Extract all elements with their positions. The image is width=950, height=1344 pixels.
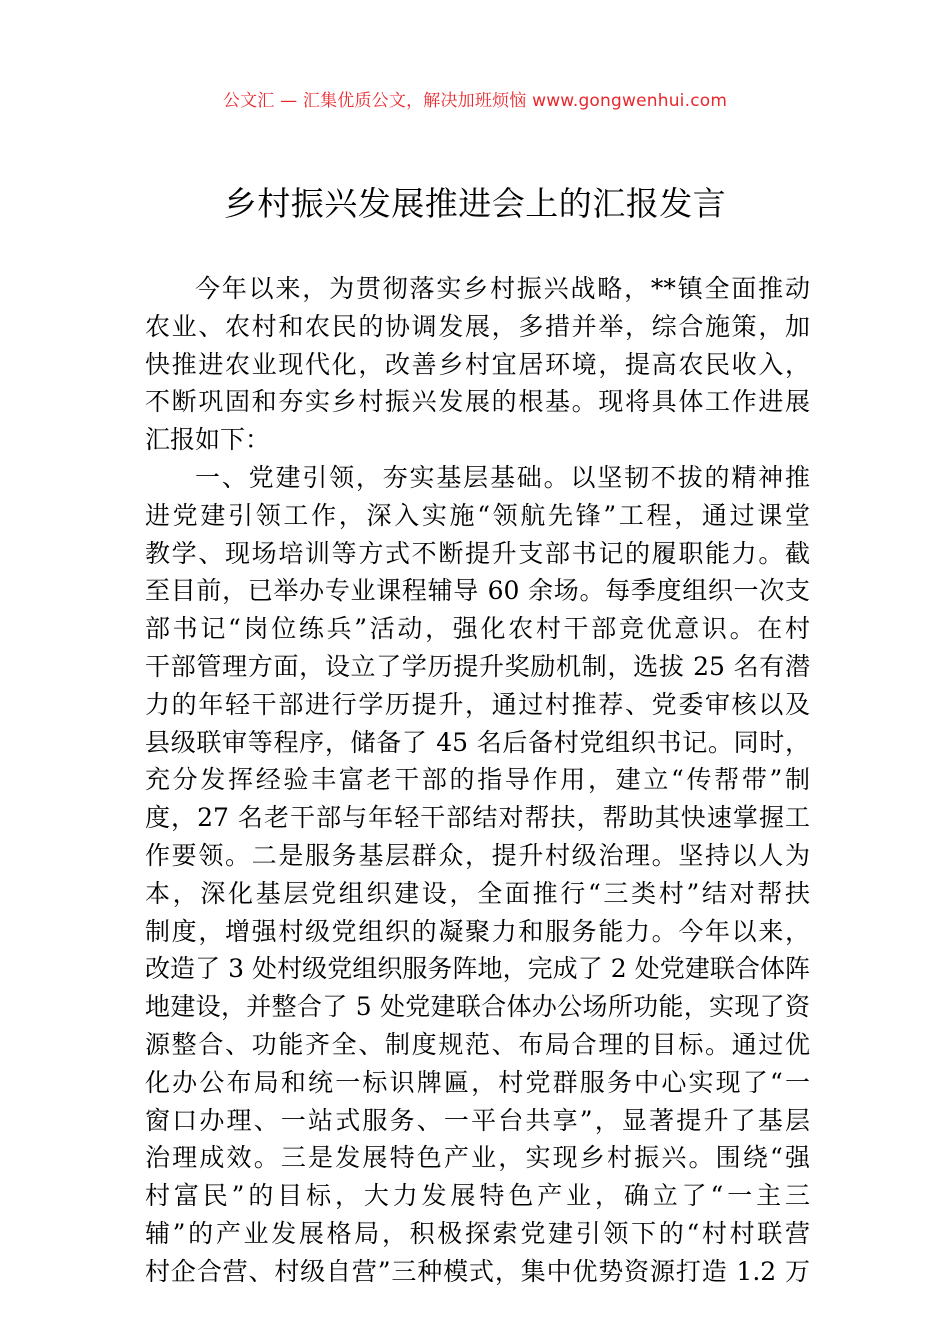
paragraph-line: 县级联审等程序，储备了 45 名后备村党组织书记。同时， xyxy=(145,727,810,757)
paragraph-line: 今年以来，为贯彻落实乡村振兴战略，**镇全面推动 xyxy=(195,274,810,303)
paragraph-line: 制度，增强村级党组织的凝聚力和服务能力。今年以来， xyxy=(145,916,810,946)
paragraph-line: 快推进农业现代化，改善乡村宜居环境，提高农民收入， xyxy=(145,349,810,379)
site-banner[interactable]: 公文汇 — 汇集优质公文，解决加班烦恼 www.gongwenhui.com xyxy=(222,91,728,111)
paragraph-line: 汇报如下： xyxy=(145,425,271,455)
paragraph-line: 至目前，已举办专业课程辅导 60 余场。每季度组织一次支 xyxy=(145,576,810,606)
paragraph-line: 地建设，并整合了 5 处党建联合体办公场所功能，实现了资 xyxy=(145,992,810,1022)
paragraph-line: 村富民”的目标，大力发展特色产业，确立了“一主三 xyxy=(145,1181,810,1211)
paragraph-line: 教学、现场培训等方式不断提升支部书记的履职能力。截 xyxy=(145,538,810,568)
paragraph-line: 化办公布局和统一标识牌匾，村党群服务中心实现了“一 xyxy=(145,1067,810,1097)
paragraph-line: 干部管理方面，设立了学历提升奖励机制，选拔 25 名有潜 xyxy=(145,651,810,681)
paragraph-line: 充分发挥经验丰富老干部的指导作用，建立“传帮带”制 xyxy=(145,765,810,795)
paragraph-line: 部书记“岗位练兵”活动，强化农村干部竞优意识。在村 xyxy=(145,614,810,644)
document-body xyxy=(145,270,810,1291)
paragraph-line: 窗口办理、一站式服务、一平台共享”，显著提升了基层 xyxy=(145,1105,810,1135)
paragraph-line: 作要领。二是服务基层群众，提升村级治理。坚持以人为 xyxy=(145,840,810,870)
paragraph-line: 本，深化基层党组织建设，全面推行“三类村”结对帮扶 xyxy=(145,878,810,908)
paragraph-line: 农业、农村和农民的协调发展，多措并举，综合施策，加 xyxy=(145,311,810,341)
paragraph-line: 改造了 3 处村级党组织服务阵地，完成了 2 处党建联合体阵 xyxy=(145,954,810,984)
paragraph-line: 一、党建引领，夯实基层基础。以坚韧不拔的精神推 xyxy=(195,462,810,492)
paragraph-line: 源整合、功能齐全、制度规范、布局合理的目标。通过优 xyxy=(145,1029,810,1059)
paragraph-line: 不断巩固和夯实乡村振兴发展的根基。现将具体工作进展 xyxy=(145,387,810,417)
paragraph-line: 村企合营、村级自营”三种模式，集中优势资源打造 1.2 万 xyxy=(145,1256,810,1286)
paragraph-line: 力的年轻干部进行学历提升，通过村推荐、党委审核以及 xyxy=(145,689,810,719)
document-title: 乡村振兴发展推进会上的汇报发言 xyxy=(223,184,727,223)
paragraph-line: 治理成效。三是发展特色产业，实现乡村振兴。围绕“强 xyxy=(145,1143,810,1173)
paragraph-line: 辅”的产业发展格局，积极探索党建引领下的“村村联营 xyxy=(145,1218,810,1248)
paragraph-line: 进党建引领工作，深入实施“领航先锋”工程，通过课堂 xyxy=(145,500,810,530)
paragraph-line: 度，27 名老干部与年轻干部结对帮扶，帮助其快速掌握工 xyxy=(145,803,810,833)
